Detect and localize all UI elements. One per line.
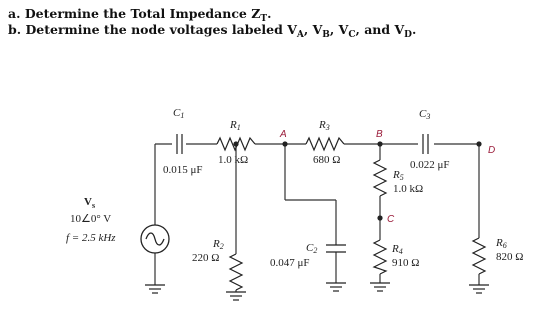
resistor-r4: [374, 240, 386, 274]
resistor-r2: [230, 254, 242, 290]
ground-source: [145, 285, 165, 293]
capacitor-c3: [423, 134, 428, 154]
question-b-prefix: b.: [8, 22, 22, 37]
source-name: $V_s$: [84, 196, 96, 210]
node-a-label: A: [280, 129, 287, 140]
question-b: b. Determine the node voltages labeled $V_A$, $V_B$, $V_C$, and $V_D$.: [8, 22, 417, 40]
source-value: 10∠0° V: [70, 213, 112, 225]
ground-r2: [226, 292, 246, 300]
source-frequency: f = 2.5 kHz: [66, 232, 116, 244]
r3-label: R3: [319, 119, 330, 132]
question-a-prefix: a.: [8, 6, 21, 21]
r6-value: 820 Ω: [496, 251, 524, 263]
c3-label: C3: [419, 108, 431, 121]
node-b-label: B: [376, 129, 383, 140]
question-b-sub-a: A: [296, 30, 304, 40]
question-b-sub-d: D: [404, 30, 412, 40]
r5-value: 1.0 kΩ: [393, 183, 424, 195]
ac-source: [141, 225, 169, 253]
r5-label: R5: [393, 169, 404, 182]
ground-c2: [326, 283, 346, 291]
capacitor-c1: [177, 134, 182, 154]
r2-value: 220 Ω: [192, 252, 220, 264]
question-b-sub-c: C: [348, 30, 356, 40]
question-a-text: Determine the Total Impedance Z: [24, 6, 261, 21]
question-a-subscript: T: [260, 14, 268, 24]
resistor-r6: [473, 238, 485, 274]
r2-label: R2: [213, 238, 224, 251]
question-b-text: Determine the node voltages labeled V: [25, 22, 297, 37]
r4-value: 910 Ω: [392, 257, 420, 269]
c1-label: C1: [173, 107, 185, 120]
c3-value: 0.022 μF: [410, 159, 450, 171]
node-c-label: C: [387, 214, 395, 225]
r6-label: R6: [496, 237, 507, 250]
ground-r4: [370, 283, 390, 291]
capacitor-c2: [326, 245, 346, 252]
node-r2-junction-dot: [233, 141, 238, 146]
r1-value: 1.0 kΩ: [218, 154, 249, 166]
c2-value: 0.047 μF: [270, 257, 310, 269]
ground-r6: [469, 285, 489, 293]
resistor-r5: [374, 160, 386, 196]
node-d-label: D: [488, 145, 496, 156]
question-b-sub-b: B: [322, 30, 330, 40]
c1-value: 0.015 μF: [163, 164, 203, 176]
node-d-dot: [476, 141, 481, 146]
resistor-r3: [306, 138, 344, 150]
c2-label: C2: [306, 242, 318, 255]
r4-label: R4: [392, 243, 403, 256]
node-c-dot: [377, 215, 382, 220]
node-b-dot: [377, 141, 382, 146]
r1-label: R1: [230, 119, 241, 132]
r3-value: 680 Ω: [313, 154, 341, 166]
question-a-suffix: .: [267, 6, 272, 21]
node-a-dot: [282, 141, 287, 146]
